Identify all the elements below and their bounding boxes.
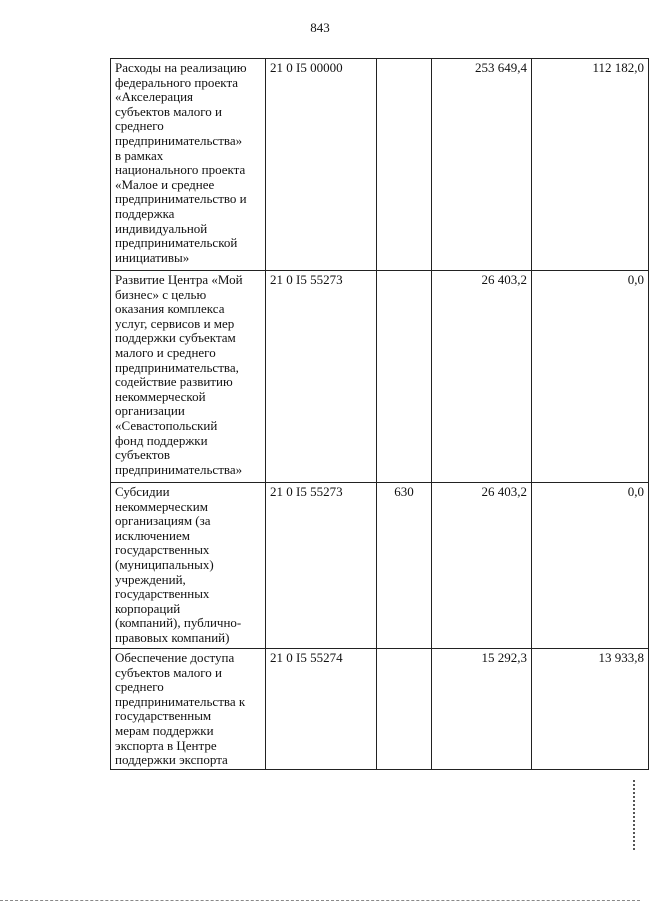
target-code: 21 0 I5 55274 [266,649,377,770]
scan-edge-mark [633,780,637,850]
expense-name: Обеспечение доступа субъектов малого и среднего предпринимательства к государственным мерам поддержки экспорта в Центре поддержки экспорта [111,649,266,770]
table-row [111,483,649,649]
amount-second: 112 182,0 [532,59,649,271]
expense-type [377,649,432,770]
amount-second: 0,0 [532,271,649,483]
expense-name: Развитие Центра «Мой бизнес» с целью оказания комплекса услуг, сервисов и мер поддержки субъектам малого и среднего предпринимательства, содействие развитию некоммерческой организации «Севастопольский фонд поддержки субъектов предпринимательства» [111,271,266,483]
amount-first: 26 403,2 [432,271,532,483]
target-code: 21 0 I5 55273 [266,483,377,649]
target-code: 21 0 I5 00000 [266,59,377,271]
amount-first: 26 403,2 [432,483,532,649]
amount-first: 253 649,4 [432,59,532,271]
table-row [111,59,649,271]
expense-name: Расходы на реализацию федерального проекта «Акселерация субъектов малого и среднего предпринимательства» в рамках национального проекта «Малое и среднее предпринимательство и поддержка индивидуальной предпринимательской инициативы» [111,59,266,271]
amount-second: 13 933,8 [532,649,649,770]
table-row [111,649,649,770]
page-number: 843 [310,20,330,35]
table-row [111,271,649,483]
expense-type [377,59,432,271]
expense-name: Субсидии некоммерческим организациям (за исключением государственных (муниципальных) учреждений, государственных корпораций (компаний), публично- правовых компаний) [111,483,266,649]
target-code: 21 0 I5 55273 [266,271,377,483]
budget-table [110,58,649,770]
scan-bottom-line [0,900,640,902]
amount-second: 0,0 [532,483,649,649]
expense-type: 630 [377,483,432,649]
amount-first: 15 292,3 [432,649,532,770]
expense-type [377,271,432,483]
